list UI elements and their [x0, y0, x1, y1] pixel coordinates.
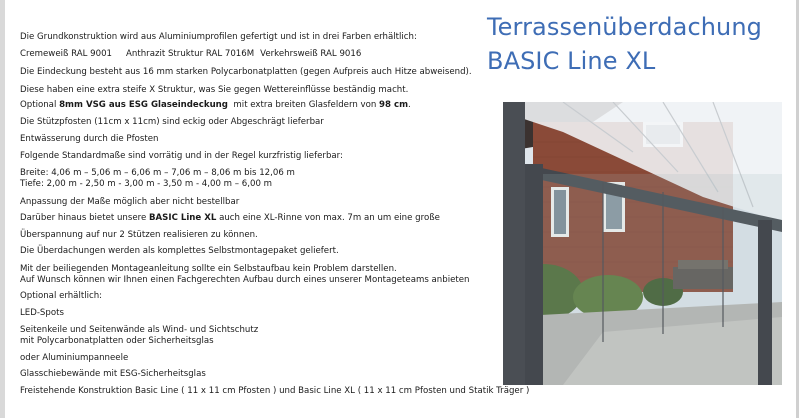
text-line: mit Polycarbonatplatten oder Sicherheitsglas [20, 336, 214, 346]
text-line: Diese haben eine extra steife X Struktur, was Sie gegen Wettereinflüsse beständig macht. [20, 85, 409, 95]
text-span: Optional [20, 100, 60, 110]
depth-line: Tiefe: 2,00 m - 2,50 m - 3,00 m - 3,50 m - 4,00 m – 6,00 m [20, 179, 273, 189]
text-span: Darüber hinaus bietet unsere [20, 213, 149, 223]
product-title-line2: BASIC Line XL [487, 47, 656, 75]
text-line: Die Eindeckung besteht aus 16 mm starken Polycarbonatplatten (gegen Aufpreis auch Hitze abweisend). [20, 67, 472, 77]
text-span: auch eine XL-Rinne von max. 7m an um eine große [216, 213, 440, 223]
text-line: Freistehende Konstruktion Basic Line ( 11 x 11 cm Pfosten ) und Basic Line XL ( 11 x 11 cm Pfosten und Statik Träger ) [20, 386, 530, 396]
color-option: Verkehrsweiß RAL 9016 [260, 49, 362, 59]
text-span: mit extra breiten Glasfeldern von [227, 100, 380, 110]
xl-line [20, 212, 440, 224]
text-line: Glasschiebewände mit ESG-Sicherheitsglas [20, 369, 206, 379]
glass-option-line [20, 99, 411, 111]
text-line: Überspannung auf nur 2 Stützen realisieren zu können. [20, 230, 258, 240]
text-line: Die Stützpfosten (11cm x 11cm) sind eckig oder Abgeschrägt lieferbar [20, 117, 324, 127]
text-line: Auf Wunsch können wir Ihnen einen Fachgerechten Aufbau durch eines unserer Montageteams anbieten [20, 275, 470, 285]
product-title [487, 10, 787, 78]
text-span: . [408, 100, 411, 110]
text-line: Anpassung der Maße möglich aber nicht bestellbar [20, 197, 240, 207]
product-title-line1: Terrassenüberdachung [487, 13, 763, 41]
width-line: Breite: 4,06 m – 5,06 m – 6,06 m – 7,06 m – 8,06 m bis 12,06 m [20, 168, 295, 178]
bold-span: BASIC Line XL [148, 213, 217, 223]
text-line: Optional erhältlich: [20, 291, 103, 301]
terrace-roof-photo [503, 102, 782, 385]
left-border [0, 0, 5, 418]
text-line: Seitenkeile und Seitenwände als Wind- und Sichtschutz [20, 325, 259, 335]
text-line: Mit der beiliegenden Montageanleitung sollte ein Selbstaufbau kein Problem darstellen. [20, 264, 397, 274]
bold-span: 98 cm [379, 100, 409, 110]
bold-span: 8mm VSG aus ESG Glaseindeckung [59, 100, 228, 110]
color-options-line [20, 48, 361, 60]
text-line: LED-Spots [20, 308, 64, 318]
text-line: Folgende Standardmaße sind vorrätig und in der Regel kurzfristig lieferbar: [20, 151, 343, 161]
text-line: Entwässerung durch die Pfosten [20, 134, 159, 144]
text-line: Die Überdachungen werden als komplettes Selbstmontagepaket geliefert. [20, 246, 339, 256]
color-option: Anthrazit Struktur RAL 7016M [126, 49, 255, 59]
text-line: Die Grundkonstruktion wird aus Aluminiumprofilen gefertigt und ist in drei Farben erhältlich: [20, 32, 417, 42]
color-option: Cremeweiß RAL 9001 [20, 49, 113, 59]
text-line: oder Aluminiumpanneele [20, 353, 129, 363]
